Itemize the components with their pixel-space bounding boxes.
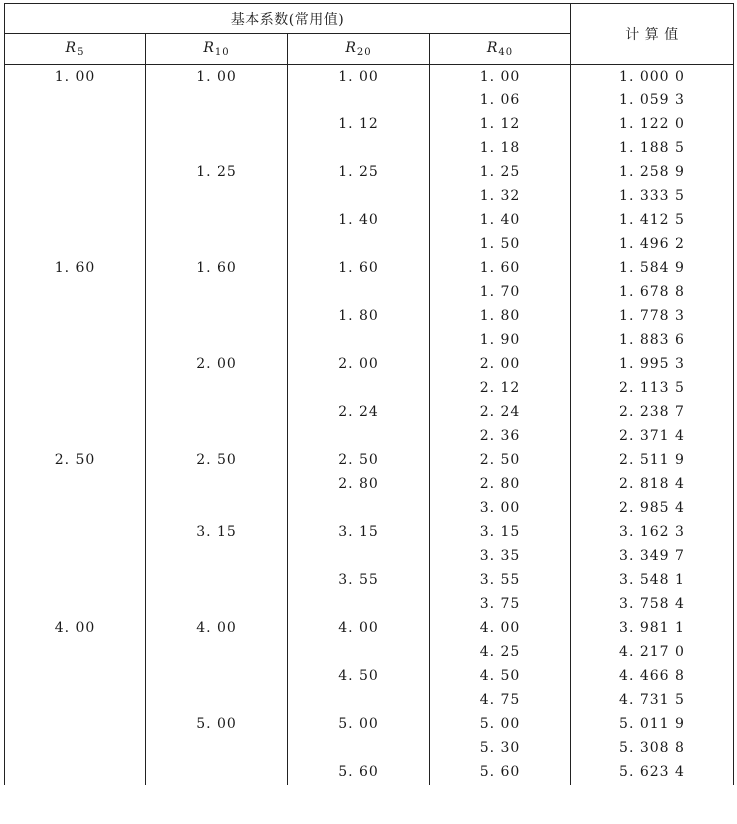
cell-r10	[146, 209, 288, 233]
table-row	[5, 377, 734, 401]
cell-r20: 5. 60	[288, 761, 430, 785]
table-row	[5, 665, 734, 689]
cell-r10	[146, 401, 288, 425]
cell-r10	[146, 329, 288, 353]
cell-r40: 1. 60	[430, 257, 571, 281]
cell-computed: 1. 678 8	[571, 281, 734, 305]
cell-r10: 1. 00	[146, 65, 288, 89]
cell-r40: 2. 36	[430, 425, 571, 449]
cell-computed: 1. 122 0	[571, 113, 734, 137]
cell-computed: 5. 011 9	[571, 713, 734, 737]
cell-r5	[5, 497, 146, 521]
cell-r20	[288, 545, 430, 569]
cell-r10: 2. 00	[146, 353, 288, 377]
cell-r20	[288, 281, 430, 305]
cell-r40: 2. 80	[430, 473, 571, 497]
cell-r40: 3. 55	[430, 569, 571, 593]
cell-computed: 1. 584 9	[571, 257, 734, 281]
column-header-r40	[430, 34, 571, 65]
cell-computed: 2. 371 4	[571, 425, 734, 449]
cell-r5	[5, 401, 146, 425]
cell-r20	[288, 497, 430, 521]
cell-r40: 4. 25	[430, 641, 571, 665]
cell-r40: 4. 50	[430, 665, 571, 689]
cell-computed: 2. 985 4	[571, 497, 734, 521]
cell-r40: 2. 50	[430, 449, 571, 473]
cell-r5	[5, 377, 146, 401]
table-row	[5, 233, 734, 257]
cell-r20: 3. 55	[288, 569, 430, 593]
table-row	[5, 329, 734, 353]
cell-r10	[146, 305, 288, 329]
table-row	[5, 593, 734, 617]
cell-r10	[146, 425, 288, 449]
cell-r10	[146, 281, 288, 305]
preferred-numbers-table	[4, 3, 734, 785]
cell-r5	[5, 113, 146, 137]
column-header-r10	[146, 34, 288, 65]
cell-computed: 3. 981 1	[571, 617, 734, 641]
cell-r40: 5. 30	[430, 737, 571, 761]
cell-r20: 2. 24	[288, 401, 430, 425]
table-row	[5, 641, 734, 665]
cell-computed: 3. 349 7	[571, 545, 734, 569]
cell-computed: 1. 883 6	[571, 329, 734, 353]
cell-r20	[288, 89, 430, 113]
cell-r5	[5, 233, 146, 257]
cell-r10	[146, 689, 288, 713]
table-row	[5, 761, 734, 785]
cell-r5	[5, 761, 146, 785]
cell-r40: 1. 50	[430, 233, 571, 257]
cell-r10	[146, 233, 288, 257]
cell-r40: 1. 70	[430, 281, 571, 305]
cell-r40: 3. 15	[430, 521, 571, 545]
cell-r10	[146, 185, 288, 209]
cell-r20: 4. 00	[288, 617, 430, 641]
cell-r20	[288, 329, 430, 353]
cell-r40: 1. 06	[430, 89, 571, 113]
table-row	[5, 545, 734, 569]
series-letter: R	[345, 40, 357, 56]
cell-r5	[5, 593, 146, 617]
series-letter: R	[65, 40, 78, 56]
table-row	[5, 737, 734, 761]
table-row	[5, 137, 734, 161]
series-subscript: 5	[77, 47, 85, 58]
cell-r10	[146, 545, 288, 569]
table-row	[5, 209, 734, 233]
cell-r5	[5, 713, 146, 737]
cell-r40: 2. 12	[430, 377, 571, 401]
cell-r20	[288, 185, 430, 209]
cell-computed: 4. 731 5	[571, 689, 734, 713]
cell-r20: 5. 00	[288, 713, 430, 737]
cell-r20: 1. 40	[288, 209, 430, 233]
cell-r5: 2. 50	[5, 449, 146, 473]
table-row	[5, 113, 734, 137]
cell-computed: 2. 818 4	[571, 473, 734, 497]
cell-r20: 1. 12	[288, 113, 430, 137]
table-row	[5, 449, 734, 473]
cell-r10	[146, 473, 288, 497]
cell-r10	[146, 593, 288, 617]
cell-r5	[5, 281, 146, 305]
cell-r40: 3. 35	[430, 545, 571, 569]
table-row	[5, 521, 734, 545]
cell-r5	[5, 641, 146, 665]
cell-r40: 1. 80	[430, 305, 571, 329]
cell-r20: 1. 80	[288, 305, 430, 329]
cell-computed: 4. 466 8	[571, 665, 734, 689]
cell-r40: 1. 90	[430, 329, 571, 353]
series-subscript: 40	[498, 47, 514, 58]
cell-r10: 5. 00	[146, 713, 288, 737]
cell-r5	[5, 305, 146, 329]
cell-computed: 3. 758 4	[571, 593, 734, 617]
table-row	[5, 425, 734, 449]
cell-r5: 1. 60	[5, 257, 146, 281]
cell-r10: 1. 25	[146, 161, 288, 185]
table-row	[5, 569, 734, 593]
cell-computed: 1. 995 3	[571, 353, 734, 377]
cell-r10: 3. 15	[146, 521, 288, 545]
cell-r10	[146, 737, 288, 761]
cell-r10: 1. 60	[146, 257, 288, 281]
cell-r40: 1. 40	[430, 209, 571, 233]
cell-computed: 3. 548 1	[571, 569, 734, 593]
table-row	[5, 401, 734, 425]
series-letter: R	[486, 40, 499, 56]
cell-r40: 1. 12	[430, 113, 571, 137]
cell-computed: 1. 412 5	[571, 209, 734, 233]
cell-r10	[146, 497, 288, 521]
cell-r20	[288, 737, 430, 761]
cell-r20: 2. 50	[288, 449, 430, 473]
cell-r20: 1. 60	[288, 257, 430, 281]
cell-r10	[146, 569, 288, 593]
cell-computed: 1. 000 0	[571, 65, 734, 89]
cell-r20	[288, 689, 430, 713]
cell-r40: 4. 00	[430, 617, 571, 641]
series-subscript: 10	[214, 47, 230, 58]
series-subscript: 20	[356, 47, 372, 58]
cell-r40: 5. 00	[430, 713, 571, 737]
cell-r40: 3. 75	[430, 593, 571, 617]
cell-r40: 3. 00	[430, 497, 571, 521]
cell-r5	[5, 89, 146, 113]
table-body	[5, 65, 734, 785]
cell-computed: 3. 162 3	[571, 521, 734, 545]
cell-r40: 2. 00	[430, 353, 571, 377]
cell-r5	[5, 665, 146, 689]
cell-computed: 4. 217 0	[571, 641, 734, 665]
cell-r20	[288, 593, 430, 617]
cell-r5	[5, 689, 146, 713]
series-letter: R	[203, 40, 215, 56]
computed-value-header: 计 算 值	[571, 4, 734, 65]
table-row	[5, 257, 734, 281]
cell-r10	[146, 137, 288, 161]
cell-r40: 2. 24	[430, 401, 571, 425]
cell-r5	[5, 521, 146, 545]
cell-r10	[146, 89, 288, 113]
cell-r20: 3. 15	[288, 521, 430, 545]
cell-r40: 1. 32	[430, 185, 571, 209]
cell-r20	[288, 137, 430, 161]
cell-r10	[146, 761, 288, 785]
cell-r40: 1. 18	[430, 137, 571, 161]
table-row	[5, 617, 734, 641]
cell-computed: 2. 238 7	[571, 401, 734, 425]
cell-r5	[5, 185, 146, 209]
cell-r40: 4. 75	[430, 689, 571, 713]
cell-r5	[5, 425, 146, 449]
table-row	[5, 305, 734, 329]
cell-computed: 2. 113 5	[571, 377, 734, 401]
cell-r40: 1. 25	[430, 161, 571, 185]
table-row	[5, 65, 734, 89]
cell-r20	[288, 425, 430, 449]
cell-computed: 1. 059 3	[571, 89, 734, 113]
cell-computed: 1. 333 5	[571, 185, 734, 209]
cell-computed: 1. 778 3	[571, 305, 734, 329]
cell-computed: 1. 258 9	[571, 161, 734, 185]
table-row	[5, 689, 734, 713]
table-row	[5, 353, 734, 377]
cell-r20: 2. 00	[288, 353, 430, 377]
table-row	[5, 161, 734, 185]
cell-r20	[288, 641, 430, 665]
cell-computed: 2. 511 9	[571, 449, 734, 473]
cell-r10	[146, 377, 288, 401]
cell-r5	[5, 137, 146, 161]
table-row	[5, 185, 734, 209]
cell-r20: 2. 80	[288, 473, 430, 497]
cell-r40: 5. 60	[430, 761, 571, 785]
cell-r10	[146, 665, 288, 689]
column-header-r5	[5, 34, 146, 65]
cell-r5	[5, 473, 146, 497]
cell-r40: 1. 00	[430, 65, 571, 89]
cell-r5: 4. 00	[5, 617, 146, 641]
cell-r5	[5, 569, 146, 593]
cell-computed: 1. 496 2	[571, 233, 734, 257]
cell-computed: 1. 188 5	[571, 137, 734, 161]
table-row	[5, 89, 734, 113]
table-row	[5, 713, 734, 737]
cell-computed: 5. 308 8	[571, 737, 734, 761]
cell-r10: 2. 50	[146, 449, 288, 473]
cell-r5	[5, 737, 146, 761]
cell-r5	[5, 329, 146, 353]
cell-r20: 4. 50	[288, 665, 430, 689]
cell-computed: 5. 623 4	[571, 761, 734, 785]
cell-r10: 4. 00	[146, 617, 288, 641]
cell-r20: 1. 00	[288, 65, 430, 89]
cell-r20	[288, 377, 430, 401]
cell-r20: 1. 25	[288, 161, 430, 185]
table-header	[5, 4, 734, 65]
cell-r5: 1. 00	[5, 65, 146, 89]
table-row	[5, 473, 734, 497]
table-row	[5, 497, 734, 521]
cell-r5	[5, 209, 146, 233]
cell-r10	[146, 113, 288, 137]
basic-series-header: 基本系数(常用值)	[5, 4, 571, 34]
table-row	[5, 281, 734, 305]
cell-r10	[146, 641, 288, 665]
column-header-r20	[288, 34, 430, 65]
cell-r20	[288, 233, 430, 257]
cell-r5	[5, 545, 146, 569]
cell-r5	[5, 353, 146, 377]
cell-r5	[5, 161, 146, 185]
